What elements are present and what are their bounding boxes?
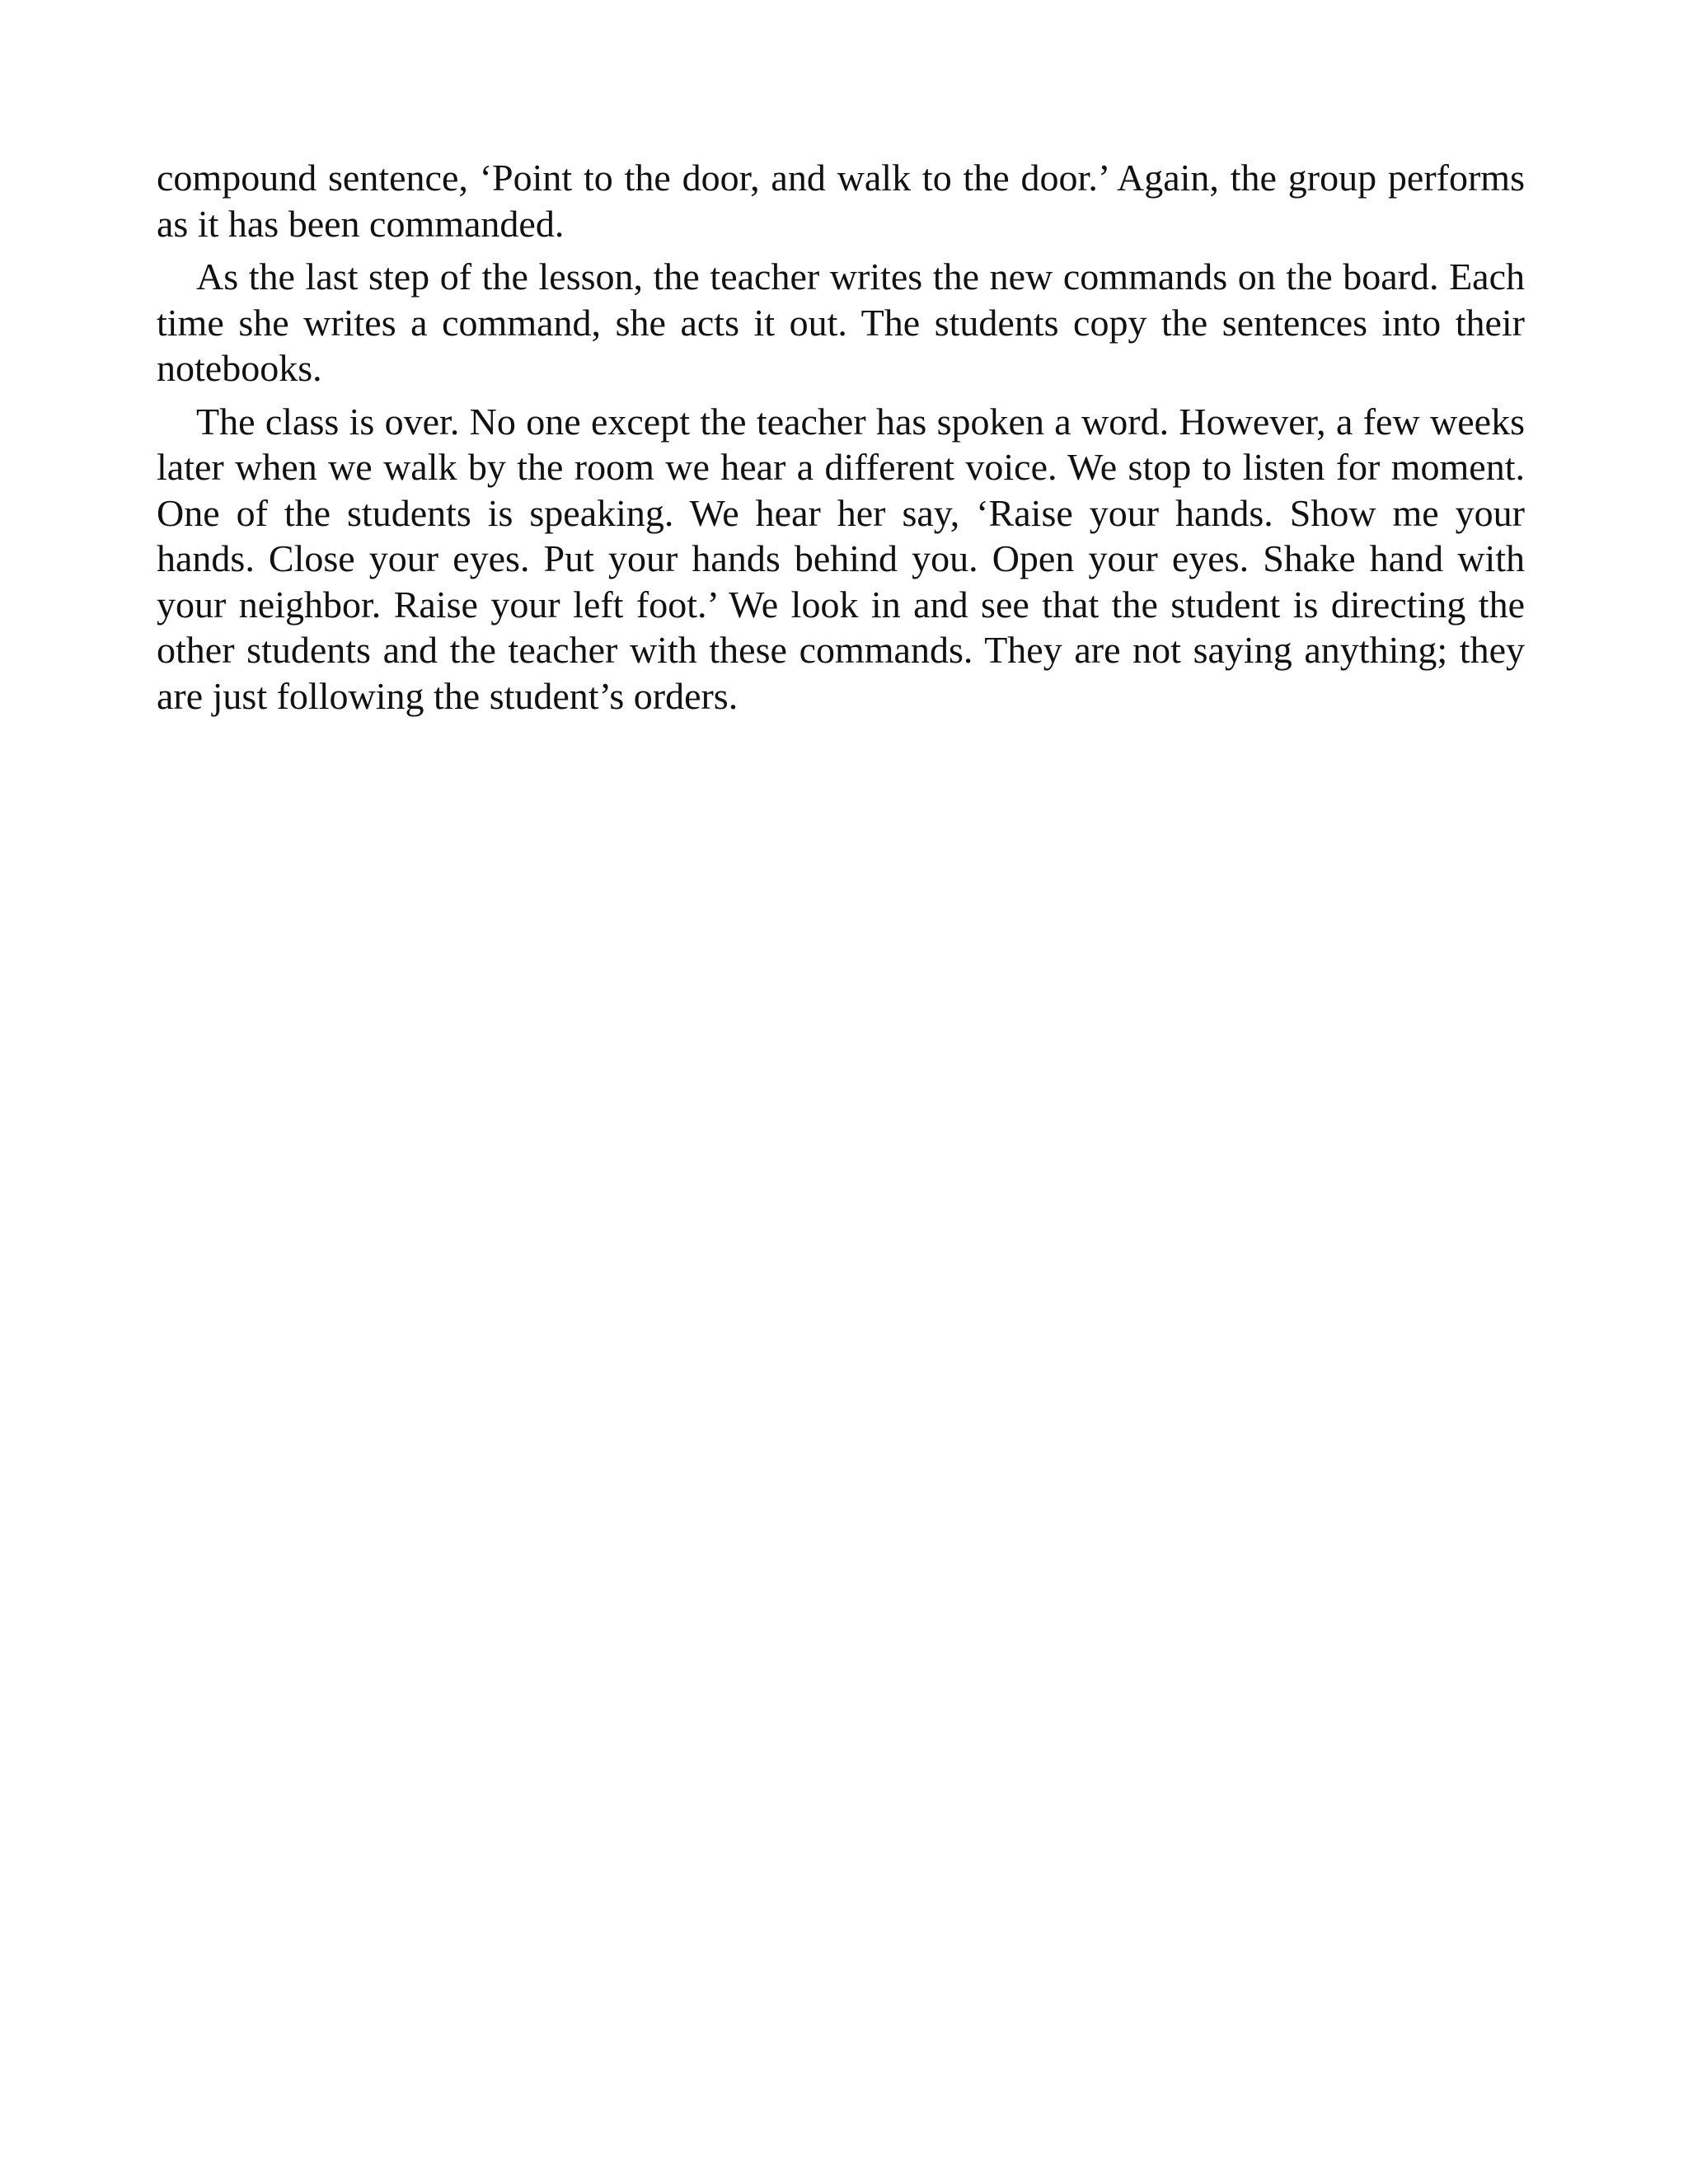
paragraph-last-step: As the last step of the lesson, the teacher writes the new commands on the board. Each time she writes a command, she acts it out. The students copy the sentences into their notebooks. [157, 255, 1525, 389]
paragraph-class-over: The class is over. No one except the teacher has spoken a word. However, a few weeks later when we walk by the room we hear a different voice. We stop to listen for moment. One of the students is speaking. We hear her say, ‘Raise your hands. Show me your hands. Close your eyes. Put your hands behind you. Open your eyes. Shake hand with your neighbor. Raise your left foot.’ We look in and see that the student is directing the other students and the teacher with these commands. They are not saying anything; they are just following the student’s orders. [157, 400, 1525, 717]
document-page [157, 155, 1525, 726]
paragraph-continuation: compound sentence, ‘Point to the door, and walk to the door.’ Again, the group performs as it has been commanded. [157, 157, 1525, 245]
